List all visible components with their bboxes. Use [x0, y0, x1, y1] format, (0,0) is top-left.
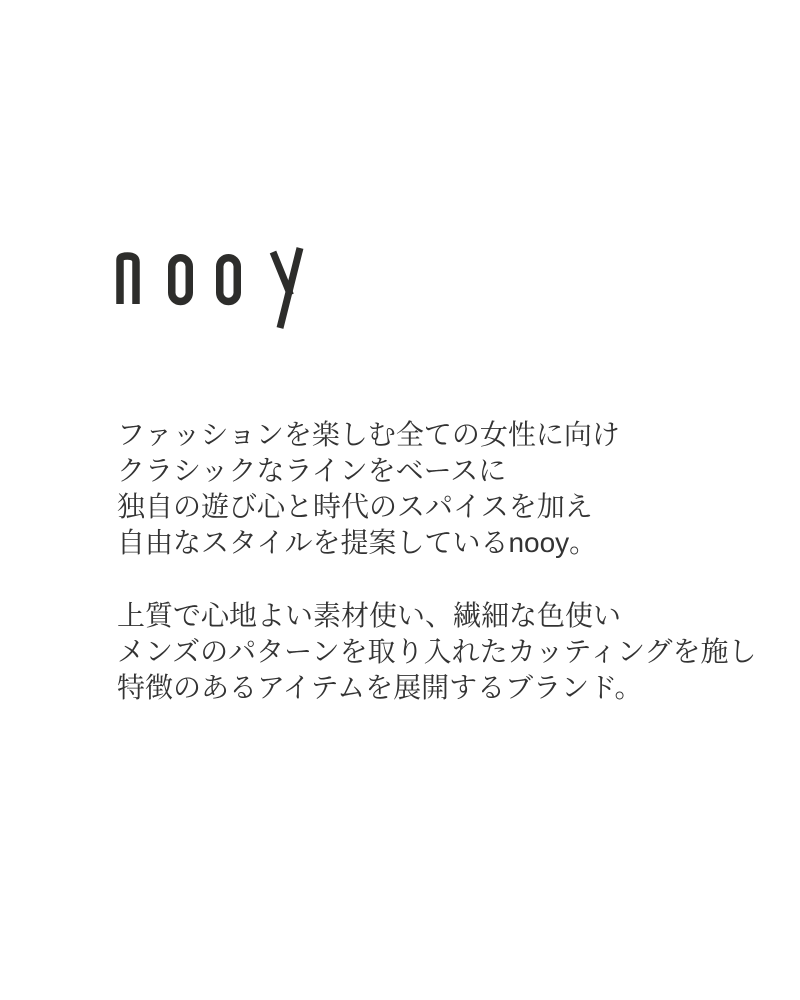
- text-line: クラシックなラインをベースに: [117, 455, 507, 486]
- logo-letter-n: [120, 256, 136, 304]
- text-line: ファッションを楽しむ全ての女性に向け: [117, 419, 620, 450]
- text-line: メンズのパターンを取り入れたカッティングを施し: [117, 636, 757, 667]
- text-line: 自由なスタイルを提案しているnooy。: [117, 527, 598, 558]
- brand-logo-graphic: [112, 246, 312, 331]
- logo-letter-o-second: [220, 258, 238, 302]
- logo-letter-o-first: [172, 258, 190, 302]
- logo-letter-y-main-stroke: [280, 248, 300, 328]
- text-line: 上質で心地よい素材使い、繊細な色使い: [117, 600, 622, 631]
- text-line: 独自の遊び心と時代のスパイスを加え: [117, 491, 593, 522]
- text-line: 特徴のあるアイテムを展開するブランド。: [117, 672, 643, 703]
- brand-detail-paragraph: [117, 598, 757, 706]
- brand-logo: [112, 246, 312, 331]
- brand-intro-paragraph: [117, 417, 620, 561]
